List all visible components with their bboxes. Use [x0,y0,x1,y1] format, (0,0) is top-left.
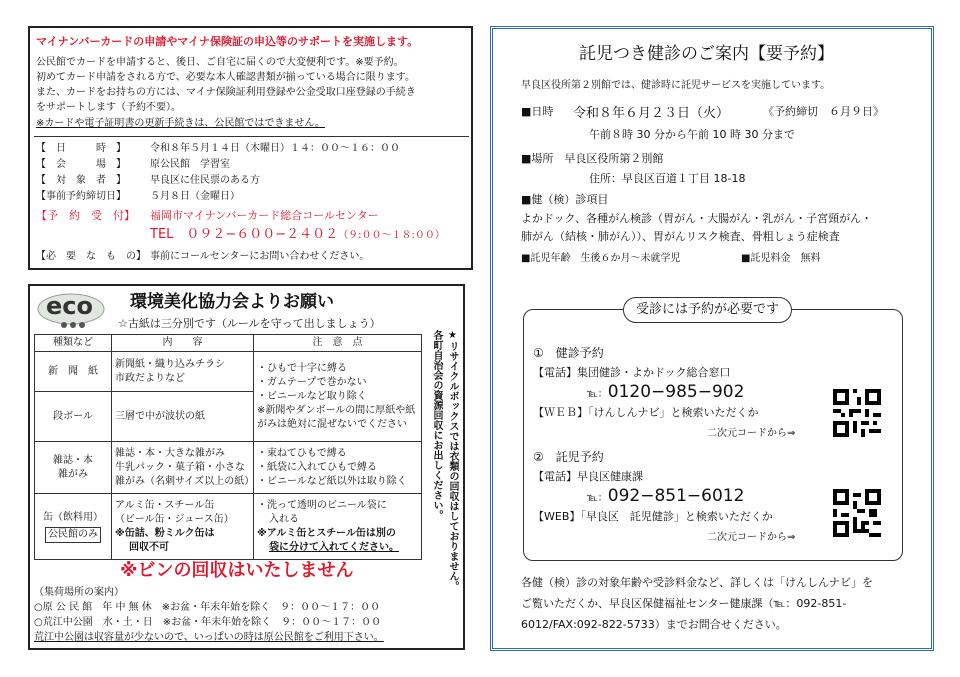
eco-footer: 荒江中公園は収容量が少ないので、いっぱいの時は原公民館をご利用下さい。 [34,632,384,643]
items-line-1: よかドック、各種がん検診（胃がん・大腸がん・乳がん・子宮頸がん・ [521,212,873,225]
callcenter-tel [150,226,445,244]
note-line: ・ビニールなど取り除く [257,390,367,402]
row-label-venue: 【 会 場 】 [36,159,126,170]
childcare-footer-2: ご覧いただくか、早良区保健福祉センター健康課（℡：092-851- [521,597,847,610]
type-line: 雑誌・本 [53,454,93,466]
notes-cans [254,494,422,560]
section-1-title: ① 健診予約 [533,346,604,360]
notes-magazine [254,442,422,494]
row-value-reserve: 福岡市マイナンバーカード総合コールセンター [150,209,379,222]
date-time: 午前８時 30 分から午前 10 時 30 分まで [589,128,795,141]
recycle-table [34,334,422,560]
note-line: ・ガムテープで巻かない [257,376,367,388]
section-2-web: 【WEB】「早良区 託児健診」と検索いただくか [533,510,773,523]
row-value-need: 事前にコールセンターにお問い合わせください。 [150,251,370,262]
row-label-need: 【必 要 な も の】 [36,251,146,262]
mynumber-line-2: 初めてカード申請をされる方で、必要な本人確認書類が揃っている場合に限ります。 [36,72,415,83]
tel-number: 0120−985−902 [607,382,745,402]
row-value-venue: 原公民館 学習室 [150,159,230,170]
note-line: ※新聞やダンボールの間に厚紙や紙 [257,404,416,416]
tel-number: TEL ０９２−６００−２４０２ [150,227,339,242]
table-header: 注 意 点 [254,335,422,352]
note-line: 入れる [269,513,299,525]
childcare-fee: ■託児料金 無料 [741,253,821,264]
note-line: ・洗って透明のビニール袋に [257,499,387,511]
items-title: ■健（検）診項目 [521,193,609,206]
row-label-date: 【 日 時 】 [36,143,126,154]
content-newspaper [112,352,254,392]
type-magazine [35,442,112,494]
note-line: ・ひもで十字に縛る [257,362,347,374]
place-address: 住所：早良区百道１丁目 18-18 [589,172,746,185]
childcare-title: 託児つき健診のご案内【要予約】 [579,44,834,64]
table-row [35,442,422,494]
note-line: がみは絶対に混ぜないでください [257,418,407,430]
content-line: 雑誌・本・大きな雑がみ [115,447,225,459]
section-2-tel [587,485,744,507]
places-title: （集荷場所の案内） [34,587,124,598]
row-label-reserve: 【予 約 受 付】 [36,209,135,222]
childcare-footer-1: 各健（検）診の対象年齢や受診料金など、詳しくは「けんしんナビ」を [521,576,873,589]
mynumber-title: マイナンバーカードの申請やマイナ保険証の申込等のサポートを実施します。 [36,35,419,48]
place-label: ■場所 早良区役所第２別館 [521,152,664,165]
eco-title: 環境美化協力会よりお願い [130,292,334,312]
note-line: ・束ねてひもで縛る [257,447,347,459]
type-newspaper: 新 聞 紙 [35,352,112,392]
type-line-boxed: 公民館のみ [45,527,101,543]
eco-logo [36,291,106,331]
mynumber-line-1: 公民館でカードを申請すると、後日、ご自宅に届くので大変便利です。※要予約。 [36,57,404,68]
content-line: アルミ缶・スチール缶 [115,499,215,511]
place-1: ○原 公 民 館 年 中 無 休 ※お盆・年末年始を除く ９：００〜１７：００ [34,602,381,613]
childcare-footer-3: 6012/FAX:092-822-5733）までお問合せください。 [521,618,787,631]
content-line: 牛乳パック・菓子箱・小さな [115,461,245,473]
content-cans [112,494,254,560]
note-line: 袋に分けて入れてください。 [269,541,399,553]
note-line: ・紙袋に入れてひもで縛る [257,461,377,473]
no-bottles-notice: ※ビンの回収はいたしません [120,560,354,581]
tel-prefix: ℡： [587,493,608,504]
row-value-target: 早良区に住民票のある方 [150,175,260,186]
table-row [35,494,422,560]
date-value: 令和８年６月２３日（火） [573,106,730,121]
row-value-deadline: ５月８日（金曜日） [150,191,240,202]
eco-box [28,284,465,650]
divider [34,136,469,137]
section-2-phone: 【電話】早良区健康課 [533,470,643,483]
vertical-note-2: 各町自治会の資源回収にお出しください。 [431,330,442,520]
tel-number: 092−851−6012 [607,486,745,506]
place-2: ○荒江中公園 水・土・日 ※お盆・年末年始を除く ９：００〜１７：００ [34,617,382,628]
table-row [35,352,422,392]
type-cardboard: 段ボール [35,392,112,442]
eco-logo-text: eco [46,292,93,320]
content-magazine [112,442,254,494]
notes-paper [254,352,422,442]
items-line-2: 肺がん（結核・肺がん））、胃がんリスク検査、骨粗しょう症検査 [521,230,840,243]
content-line: 市政だよりなど [115,372,185,384]
date-deadline: 《予約締切 ６月９日》 [763,105,884,118]
row-label-deadline: 【事前予約締切日】 [36,191,126,202]
tel-prefix: ℡： [587,389,608,400]
content-cardboard: 三層で中が波状の紙 [112,392,254,442]
vertical-note-1: ★リサイクルボックスでは衣類の回収はしておりません。 [447,330,458,591]
childcare-intro: 早良区役所第２別館では、健診時に託児サービスを実施しています。 [521,80,831,91]
type-line: 缶（飲料用） [43,511,103,523]
table-header: 種類など [35,335,112,352]
type-cans [35,494,112,560]
note-line: ※アルミ缶とスチール缶は別の [257,527,396,539]
date-label: ■日時 [521,105,554,118]
section-1-web: 【ＷＥＢ】「けんしんナビ」と検索いただくか [533,406,759,419]
tel-hours: （９:００〜１８:００） [338,230,445,241]
childcare-box [490,26,934,651]
eco-subtitle: ☆古紙は三分別です（ルールを守って出しましょう） [118,317,381,330]
section-1-tel [587,381,744,403]
section-2-title: ② 託児予約 [533,450,604,464]
qr-code-kenshin[interactable] [833,389,881,437]
mynumber-line-4: をサポートします（予約不要）。 [36,102,181,113]
qr-code-childcare[interactable] [833,489,881,537]
table-header-row [35,335,422,352]
row-value-date: 令和８年５月１４日（木曜日）１４：００〜１６：００ [150,143,400,154]
need-reservation-badge: 受診には予約が必要です [623,297,792,323]
childcare-age: ■託児年齢 生後６か月〜未就学児 [521,253,681,264]
section-1-phone: 【電話】集団健診・よかドック総合窓口 [533,366,731,379]
qr-note-1: 二次元コードから⇒ [707,428,796,439]
mynumber-box [28,26,473,270]
table-header: 内 容 [112,335,254,352]
content-line: （ビール缶・ジュース缶） [115,513,234,525]
mynumber-note: ※カードや電子証明書の更新手続きは、公民館ではできません。 [36,118,325,129]
content-line: ※缶詰、粉ミルク缶は [115,527,215,539]
content-line: 雑がみ（名刺サイズ以上の紙） [115,475,255,487]
content-line: 回収不可 [129,541,169,553]
note-line: ・ビニールなど紙以外は取り除く [257,475,407,487]
row-label-target: 【 対 象 者 】 [36,175,126,186]
content-line: 新聞紙・織り込みチラシ [115,358,225,370]
mynumber-line-3: また、カードをお持ちの方には、マイナ保険証利用登録や公金受取口座登録の手続き [36,87,416,98]
qr-note-2: 二次元コードから⇒ [707,532,796,543]
type-line: 雑がみ [58,468,88,480]
